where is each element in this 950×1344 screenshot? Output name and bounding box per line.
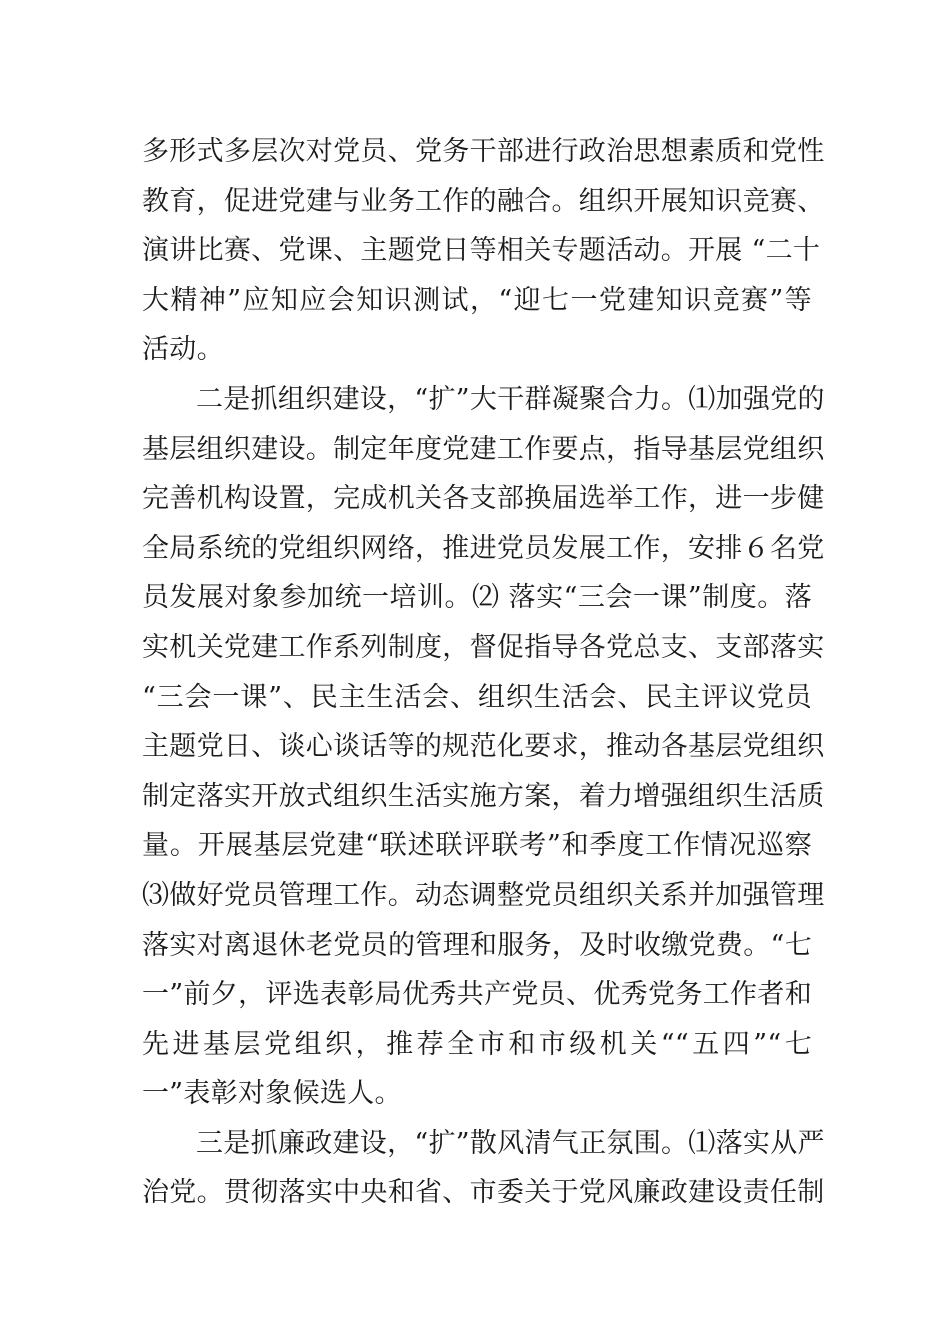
text-line: 一”表彰对象候选人。 [142, 1078, 402, 1110]
text-line: 治党。贯彻落实中央和省、市委关于党风廉政建设责任制 [142, 1177, 825, 1209]
text-line: 教育，促进党建与业务工作的融合。组织开展知识竞赛、 [142, 185, 825, 217]
text-line: 主题党日、谈心谈话等的规范化要求，推动各基层党组织 [142, 731, 825, 763]
text-line: 实机关党建工作系列制度，督促指导各党总支、支部落实 [142, 631, 825, 663]
text-line: 量。开展基层党建“联述联评联考”和季度工作情况巡察 [142, 830, 812, 862]
text-line: 全局系统的党组织网络，推进党员发展工作，安排６名党 [142, 532, 825, 564]
text-line: ⑶做好党员管理工作。动态调整党员组织关系并加强管理 [142, 879, 825, 911]
text-line: 三是抓廉政建设，“扩”散风清气正氛围。⑴落实从严 [196, 1127, 825, 1159]
paragraph-1 [142, 127, 825, 375]
text-line: 基层组织建设。制定年度党建工作要点，指导基层党组织 [142, 433, 825, 465]
text-line: 落实对离退休老党员的管理和服务，及时收缴党费。“七 [142, 929, 812, 961]
text-line: 先进基层党组织，推荐全市和市级机关““五四”“七 [142, 1028, 812, 1060]
text-line: 员发展对象参加统一培训。⑵ 落实“三会一课”制度。落 [142, 582, 812, 614]
text-line: 多形式多层次对党员、党务干部进行政治思想素质和党性 [142, 136, 825, 167]
paragraph-3 [142, 1119, 825, 1218]
text-line: 一”前夕，评选表彰局优秀共产党员、优秀党务工作者和 [142, 979, 812, 1011]
text-line: 大精神”应知应会知识测试，“迎七一党建知识竞赛”等 [142, 284, 812, 316]
document-body [142, 127, 825, 1218]
text-line: 演讲比赛、党课、主题党日等相关专题活动。开展 “二十 [142, 235, 821, 267]
paragraph-2 [142, 375, 825, 1119]
text-line: 完善机构设置，完成机关各支部换届选举工作，进一步健 [142, 483, 825, 515]
text-line: 制定落实开放式组织生活实施方案，着力增强组织生活质 [142, 780, 825, 812]
text-line: 二是抓组织建设，“扩”大干群凝聚合力。⑴加强党的 [196, 383, 825, 415]
text-line: 活动。 [142, 334, 224, 366]
text-line: “三会一课”、民主生活会、组织生活会、民主评议党员 [142, 681, 812, 713]
